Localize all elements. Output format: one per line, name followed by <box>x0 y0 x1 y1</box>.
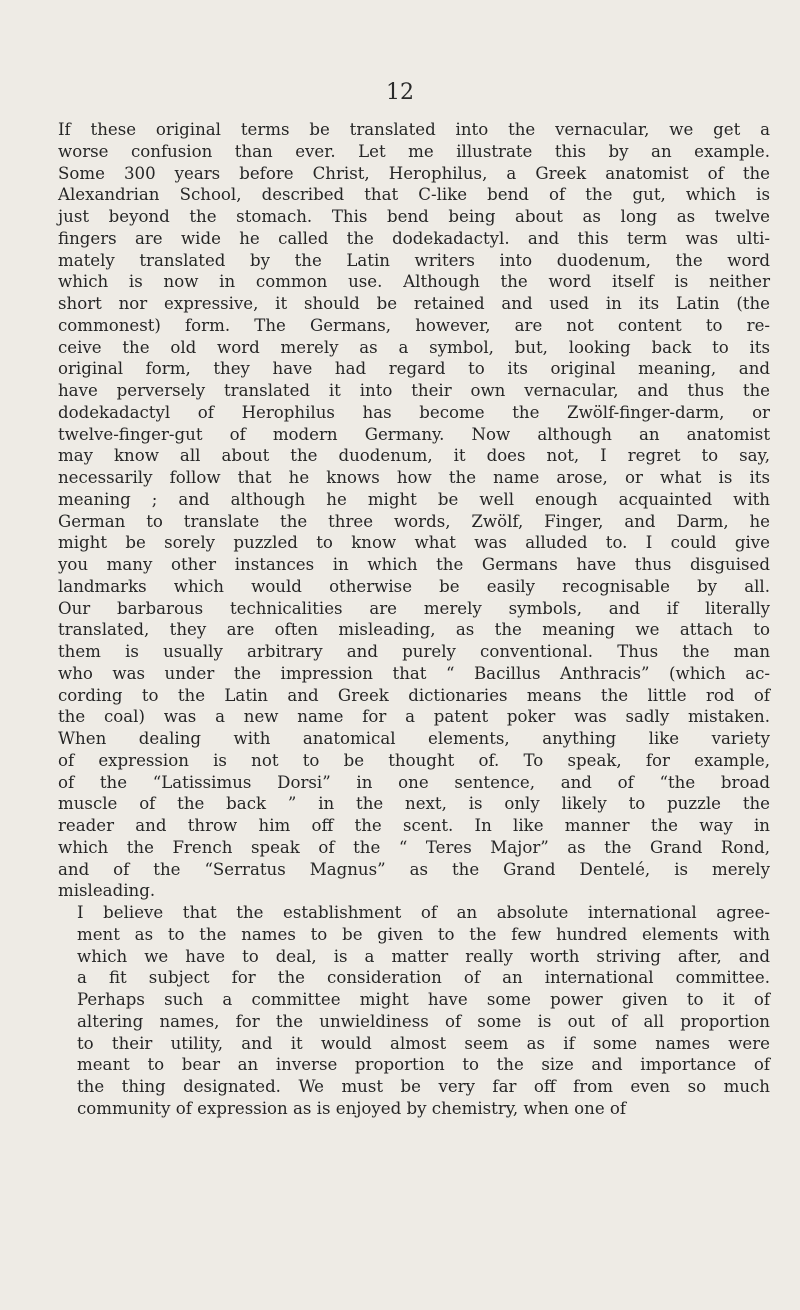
text-line: landmarks which would otherwise be easily recognisable by all. <box>58 576 770 596</box>
text-line: fingers are wide he called the dodekadactyl. and this term was ulti- <box>58 228 770 248</box>
text-line: you many other instances in which the Germans have thus disguised <box>58 555 770 574</box>
text-line: ceive the old word merely as a symbol, but, looking back to its <box>58 337 770 357</box>
text-line: might be sorely puzzled to know what was alluded to. I could give <box>58 533 770 553</box>
text-line: community of expression as is enjoyed by chemistry, when one of <box>77 1098 627 1118</box>
text-line: meant to bear an inverse proportion to the size and importance of <box>77 1055 770 1075</box>
text-line: of the “Latissimus Dorsi” in one sentence, and of “the broad <box>58 772 770 792</box>
text-line: translated, they are often misleading, as the meaning we attach to <box>58 620 770 640</box>
text-line: ment as to the names to be given to the few hundred elements with <box>77 924 770 944</box>
text-line: of expression is not to be thought of. To speak, for example, <box>58 750 770 770</box>
text-line: which is now in common use. Although the word itself is neither <box>58 272 770 292</box>
paragraph-1 <box>58 119 770 902</box>
text-line: altering names, for the unwieldiness of some is out of all proportion <box>77 1011 770 1031</box>
text-line: muscle of the back ” in the next, is only likely to puzzle the <box>58 794 770 814</box>
text-line: which the French speak of the “ Teres Major” as the Grand Rond, <box>58 837 770 857</box>
text-line: Alexandrian School, described that C-like bend of the gut, which is <box>58 185 770 205</box>
text-line: necessarily follow that he knows how the name arose, or what is its <box>58 468 770 487</box>
text-line: have perversely translated it into their own vernacular, and thus the <box>58 381 770 400</box>
text-line: a fit subject for the consideration of an international committee. <box>77 968 770 988</box>
text-line: mately translated by the Latin writers into duodenum, the word <box>58 250 770 270</box>
text-line: I believe that the establishment of an absolute international agree- <box>77 903 770 922</box>
text-line: When dealing with anatomical elements, anything like variety <box>58 729 770 748</box>
text-line: commonest) form. The Germans, however, are not content to re- <box>58 315 770 335</box>
text-line: meaning ; and although he might be well enough acquainted with <box>58 489 770 509</box>
text-line: to their utility, and it would almost seem as if some names were <box>77 1033 770 1053</box>
text-line: Some 300 years before Christ, Herophilus, a Greek anatomist of the <box>58 163 770 183</box>
text-line: Perhaps such a committee might have some power given to it of <box>77 990 770 1009</box>
text-line: just beyond the stomach. This bend being about as long as twelve <box>58 207 770 226</box>
text-line: misleading. <box>58 881 156 901</box>
text-line: the coal) was a new name for a patent poker was sadly mistaken. <box>58 707 770 727</box>
paragraph-2 <box>58 902 770 1120</box>
text-line: cording to the Latin and Greek dictionaries means the little rod of <box>58 685 770 705</box>
text-line: who was under the impression that “ Bacillus Anthracis” (which ac- <box>58 663 770 683</box>
text-line: reader and throw him off the scent. In like manner the way in <box>58 816 770 835</box>
text-line: and of the “Serratus Magnus” as the Grand Dentelé, is merely <box>58 859 770 879</box>
text-line: twelve-finger-gut of modern Germany. Now although an anatomist <box>58 424 770 444</box>
text-line: If these original terms be translated into the vernacular, we get a <box>58 120 770 139</box>
text-line: them is usually arbitrary and purely conventional. Thus the man <box>58 642 770 661</box>
text-line: may know all about the duodenum, it does not, I regret to say, <box>58 446 770 466</box>
text-line: worse confusion than ever. Let me illustrate this by an example. <box>58 141 770 161</box>
text-line: Our barbarous technicalities are merely symbols, and if literally <box>58 598 770 618</box>
text-line: dodekadactyl of Herophilus has become the Zwölf-finger-darm, or <box>58 402 770 422</box>
text-line: original form, they have had regard to its original meaning, and <box>58 359 770 379</box>
body-text <box>58 119 770 1120</box>
text-line: which we have to deal, is a matter really worth striving after, and <box>77 946 770 966</box>
text-line: short nor expressive, it should be retained and used in its Latin (the <box>58 294 770 313</box>
page-number: 12 <box>386 80 414 105</box>
text-line: the thing designated. We must be very far off from even so much <box>77 1077 770 1096</box>
text-line: German to translate the three words, Zwölf, Finger, and Darm, he <box>58 511 770 531</box>
